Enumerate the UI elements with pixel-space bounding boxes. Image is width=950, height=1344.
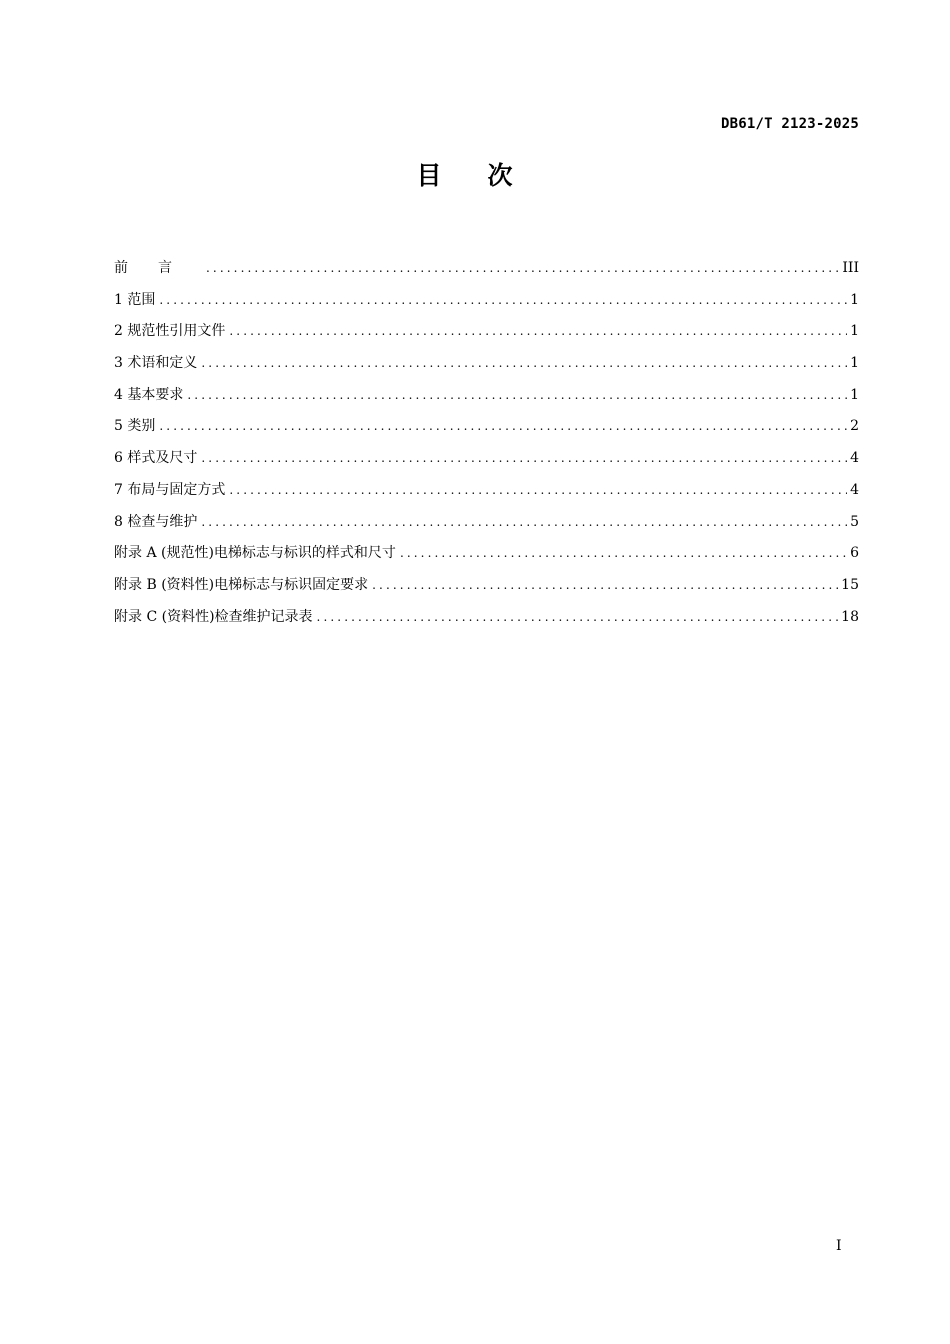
toc-entry-appendix-b[interactable]: [114, 570, 859, 602]
toc-entry-page: 6: [850, 545, 859, 562]
toc-dot-leader: [159, 285, 847, 317]
toc-entry-basic-requirements[interactable]: [114, 380, 859, 412]
toc-entry-label: 7 布局与固定方式: [114, 481, 226, 498]
page-number: I: [836, 1238, 842, 1254]
page-title: 目次: [416, 161, 559, 190]
toc-entry-label: 6 样式及尺寸: [114, 450, 198, 467]
document-code: DB61/T 2123-2025: [720, 116, 859, 132]
toc-dot-leader: [317, 602, 839, 634]
toc-entry-categories[interactable]: [114, 411, 859, 443]
toc-entry-page: 5: [850, 513, 859, 530]
toc-dot-leader: [201, 507, 847, 539]
toc-entry-label: 前言: [114, 260, 202, 276]
toc-dot-leader: [372, 570, 838, 602]
toc-dot-leader: [229, 475, 847, 507]
toc-dot-leader: [206, 253, 839, 285]
toc-dot-leader: [201, 443, 847, 475]
toc-entry-page: III: [842, 260, 859, 276]
toc-entry-label: 附录 C (资料性)检查维护记录表: [114, 608, 313, 625]
toc-entry-normative-references[interactable]: [114, 316, 859, 348]
toc-dot-leader: [159, 411, 847, 443]
toc-entry-appendix-c[interactable]: [114, 602, 859, 634]
toc-entry-styles-sizes[interactable]: [114, 443, 859, 475]
toc-entry-layout-fixing[interactable]: [114, 475, 859, 507]
toc-entry-page: 2: [850, 418, 859, 435]
toc-entry-foreword[interactable]: [114, 253, 859, 285]
toc-dot-leader: [229, 316, 847, 348]
table-of-contents: [114, 253, 859, 633]
toc-entry-label: 附录 A (规范性)电梯标志与标识的样式和尺寸: [114, 545, 396, 562]
toc-entry-label: 5 类别: [114, 418, 156, 435]
toc-entry-appendix-a[interactable]: [114, 538, 859, 570]
toc-dot-leader: [201, 348, 847, 380]
toc-entry-page: 4: [850, 450, 859, 467]
toc-entry-inspection-maintenance[interactable]: [114, 507, 859, 539]
toc-entry-page: 1: [850, 355, 859, 372]
toc-entry-page: 1: [850, 291, 859, 308]
toc-entry-page: 1: [850, 323, 859, 340]
toc-entry-page: 18: [841, 608, 859, 625]
toc-entry-label: 附录 B (资料性)电梯标志与标识固定要求: [114, 576, 369, 593]
toc-entry-label: 3 术语和定义: [114, 355, 198, 372]
toc-entry-page: 1: [850, 386, 859, 403]
toc-entry-label: 2 规范性引用文件: [114, 323, 226, 340]
toc-dot-leader: [400, 538, 847, 570]
toc-entry-label: 8 检查与维护: [114, 513, 198, 530]
toc-entry-terms-definitions[interactable]: [114, 348, 859, 380]
toc-entry-page: 4: [850, 481, 859, 498]
toc-entry-label: 1 范围: [114, 291, 156, 308]
toc-entry-page: 15: [841, 576, 859, 593]
toc-dot-leader: [187, 380, 847, 412]
toc-entry-label: 4 基本要求: [114, 386, 184, 403]
toc-entry-scope[interactable]: [114, 285, 859, 317]
